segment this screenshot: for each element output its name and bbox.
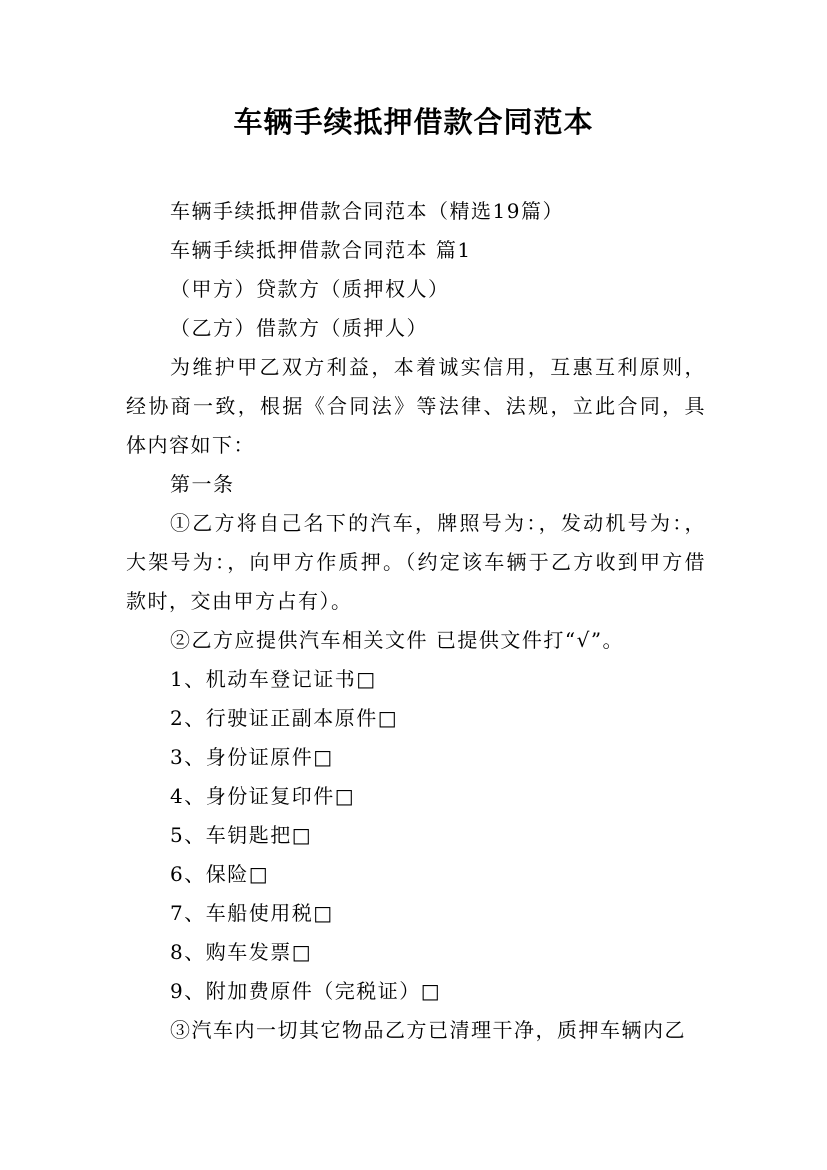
document-body [126,192,706,1050]
paragraph-preamble: 为维护甲乙双方利益，本着诚实信用，互惠互利原则，经协商一致，根据《合同法》等法律、法规，立此合同，具体内容如下： [126,355,706,457]
list-item: 5、车钥匙把□ [170,823,313,847]
list-item: 8、购车发票□ [170,940,313,964]
paragraph-party-a: （甲方）贷款方（质押权人） [170,277,450,301]
list-item: 6、保险□ [170,862,270,886]
paragraph-clause-1: ①乙方将自己名下的汽车，牌照号为：，发动机号为：，大架号为：，向甲方作质押。（约定该车辆于乙方收到甲方借款时，交由甲方占有）。 [126,511,706,613]
list-item: 7、车船使用税□ [170,901,334,925]
list-item: 9、附加费原件（完税证）□ [170,979,442,1003]
list-item: 1、机动车登记证书□ [170,667,377,691]
paragraph-section-heading: 车辆手续抵押借款合同范本 篇1 [170,238,472,262]
paragraph-party-b: （乙方）借款方（质押人） [170,316,428,340]
paragraph-clause-2: ②乙方应提供汽车相关文件 已提供文件打“√”。 [170,628,625,652]
list-item: 4、身份证复印件□ [170,784,356,808]
list-item: 3、身份证原件□ [170,745,334,769]
paragraph-subtitle: 车辆手续抵押借款合同范本（精选19篇） [170,199,564,223]
document-title: 车辆手续抵押借款合同范本 [233,105,594,139]
paragraph-clause-3: ③汽车内一切其它物品乙方已清理干净，质押车辆内乙 [170,1018,686,1042]
list-item: 2、行驶证正副本原件□ [170,706,399,730]
paragraph-article-one: 第一条 [170,472,235,496]
